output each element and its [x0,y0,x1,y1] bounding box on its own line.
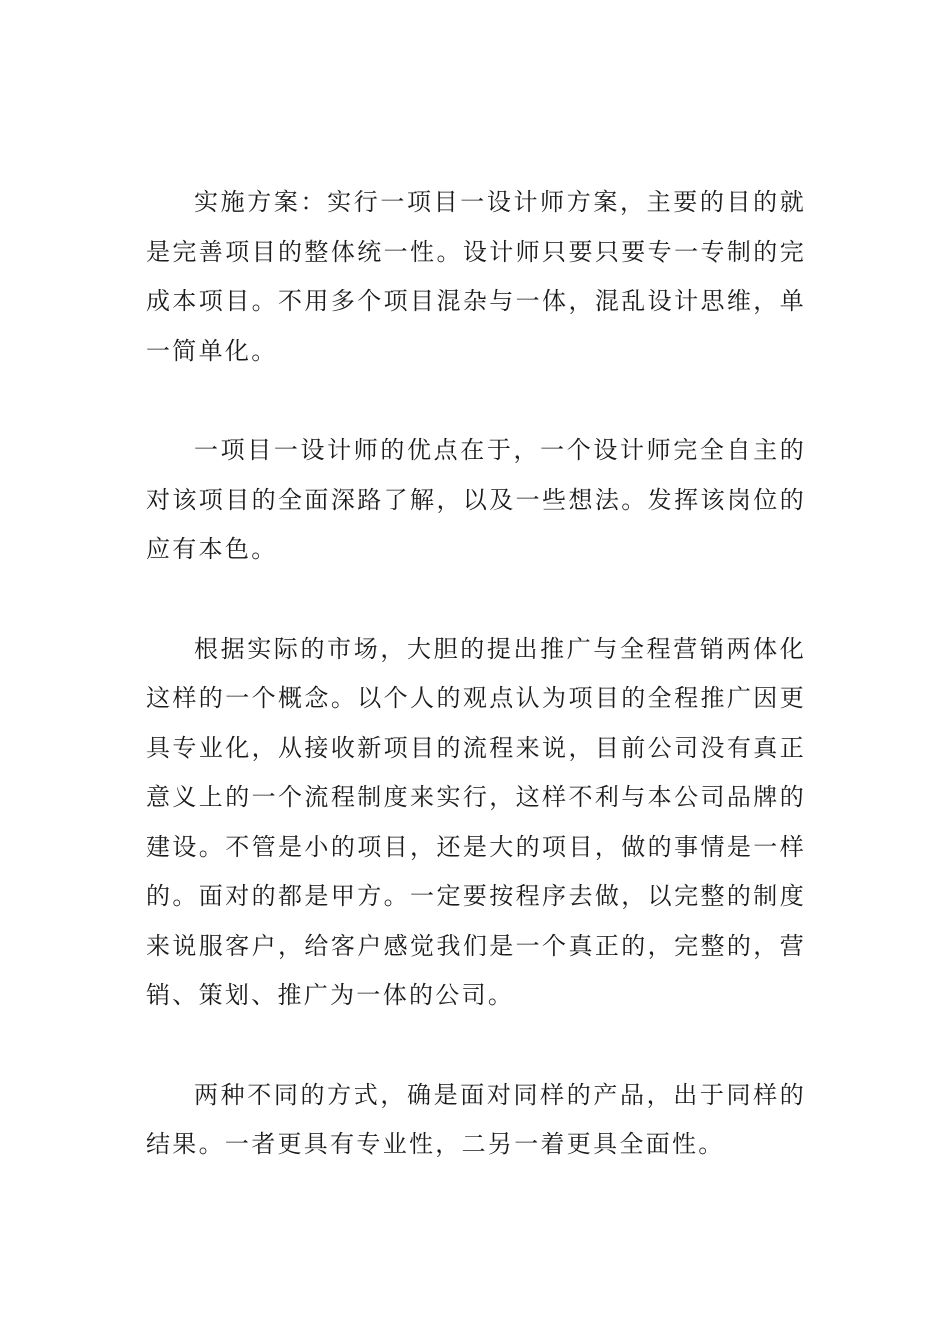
paragraph-implementation-plan: 实施方案：实行一项目一设计师方案，主要的目的就是完善项目的整体统一性。设计师只要只要专一专制的完成本项目。不用多个项目混杂与一体，混乱设计思维，单一简单化。 [146,188,806,365]
paragraph-comparison: 两种不同的方式，确是面对同样的产品，出于同样的结果。一者更具有专业性，二另一着更具全面性。 [146,1080,806,1158]
paragraph-market-concept: 根据实际的市场，大胆的提出推广与全程营销两体化这样的一个概念。以个人的观点认为项目的全程推广因更具专业化，从接收新项目的流程来说，目前公司没有真正意义上的一个流程制度来实行，这样不利与本公司品牌的建设。不管是小的项目，还是大的项目，做的事情是一样的。面对的都是甲方。一定要按程序去做，以完整的制度来说服客户，给客户感觉我们是一个真正的，完整的，营销、策划、推广为一体的公司。 [146,634,806,1009]
paragraph-advantages: 一项目一设计师的优点在于，一个设计师完全自主的对该项目的全面深路了解，以及一些想法。发挥该岗位的应有本色。 [146,436,806,563]
document-body [146,178,806,1170]
